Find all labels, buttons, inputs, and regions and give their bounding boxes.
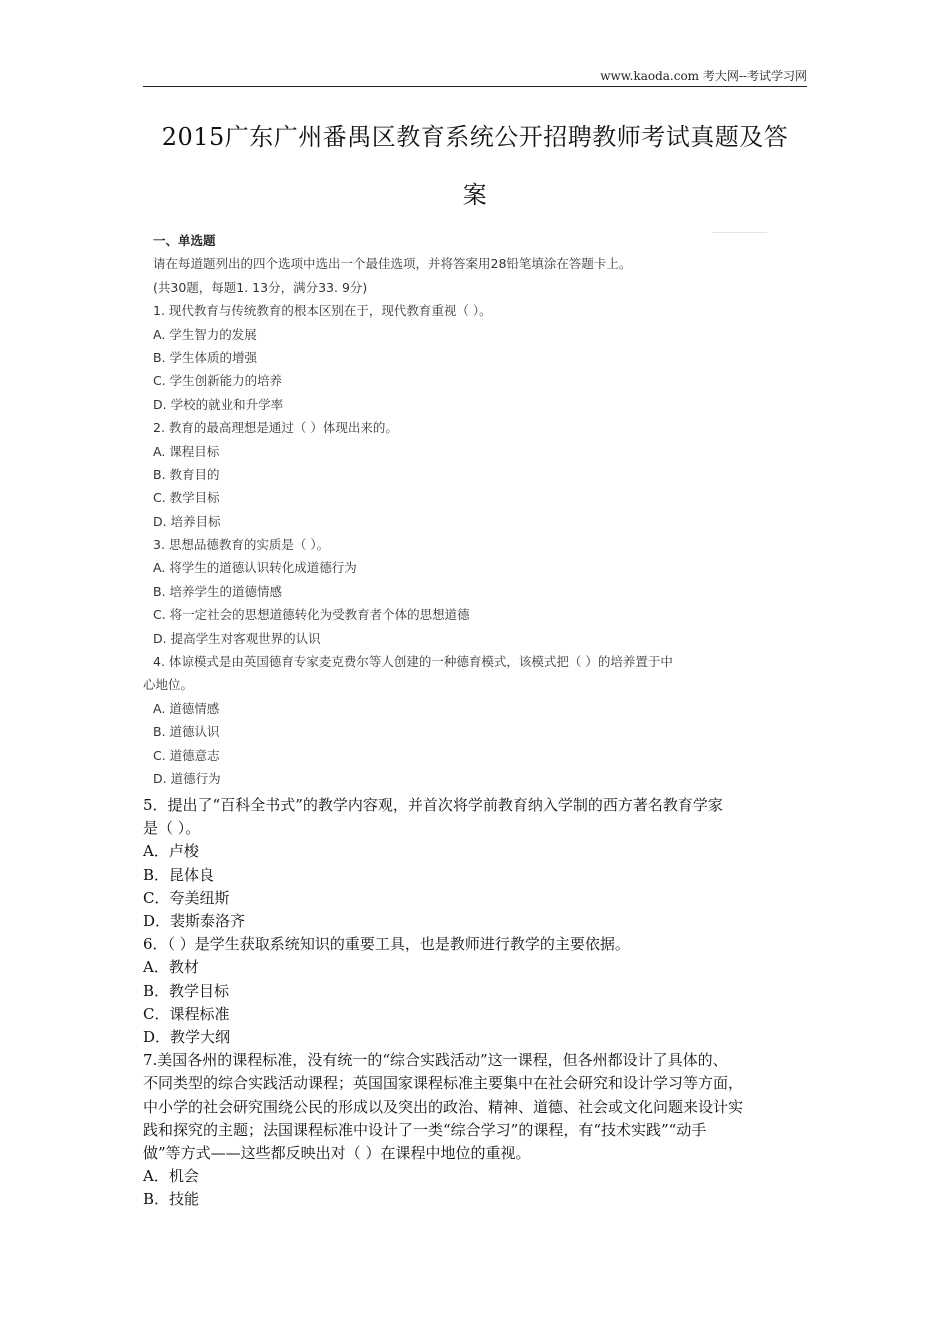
q1-option-a: A. 学生智力的发展 xyxy=(153,326,257,342)
q2-option-d: D. 培养目标 xyxy=(153,513,221,529)
section-heading: 一、单选题 xyxy=(153,233,216,248)
question-5: 5．提出了“百科全书式”的教学内容观，并首次将学前教育纳入学制的西方著名教育学家 xyxy=(143,796,723,814)
q1-option-d: D. 学校的就业和升学率 xyxy=(153,396,284,412)
q4-option-d: D. 道德行为 xyxy=(153,770,221,786)
question-7-line-2: 不同类型的综合实践活动课程；英国国家课程标准主要集中在社会研究和设计学习等方面， xyxy=(143,1074,744,1093)
q5-option-b: B．昆体良 xyxy=(143,865,215,884)
question-7-line-4: 践和探究的主题；法国课程标准中设计了一类“综合学习”的课程，有“技术实践”“动手 xyxy=(143,1120,707,1139)
q3-option-c: C. 将一定社会的思想道德转化为受教育者个体的思想道德 xyxy=(153,607,470,623)
q6-option-d: D．教学大纲 xyxy=(143,1028,231,1047)
header-site-text: www.kaoda.com 考大网--考试学习网 xyxy=(600,69,807,83)
q6-option-c: C．课程标准 xyxy=(143,1004,230,1023)
scanned-question-block xyxy=(143,229,793,790)
q5-option-d: D．裴斯泰洛齐 xyxy=(143,912,246,931)
q6-option-b: B．教学目标 xyxy=(143,981,230,1000)
question-7-line-1: 7.美国各州的课程标准，没有统一的“综合实践活动”这一课程，但各州都设计了具体的、 xyxy=(143,1051,728,1070)
q4-option-a: A. 道德情感 xyxy=(153,700,220,716)
instruction-text: 请在每道题列出的四个选项中选出一个最佳选项，并将答案用28铅笔填涂在答题卡上。 xyxy=(153,256,632,272)
score-note: (共30题，每题1. 13分，满分33. 9分) xyxy=(153,279,368,295)
q7-option-a: A．机会 xyxy=(143,1167,199,1186)
header-divider xyxy=(143,86,807,87)
question-2: 2. 教育的最高理想是通过（ ）体现出来的。 xyxy=(153,420,398,436)
question-3: 3. 思想品德教育的实质是（ ）。 xyxy=(153,537,330,553)
q2-option-c: C. 教学目标 xyxy=(153,490,220,506)
question-7-line-3: 中小学的社会研究围绕公民的形成以及突出的政治、精神、道德、社会或文化问题来设计实 xyxy=(143,1097,744,1116)
question-4: 4. 体谅模式是由英国德育专家麦克费尔等人创建的一种德育模式，该模式把（ ）的培养置于中 xyxy=(153,654,673,670)
q6-option-a: A．教材 xyxy=(143,958,199,977)
page-title-line-2: 案 xyxy=(462,181,488,209)
question-1: 1. 现代教育与传统教育的根本区别在于，现代教育重视（ ）。 xyxy=(153,303,492,319)
question-4-continued: 心地位。 xyxy=(143,677,194,693)
q3-option-a: A. 将学生的道德认识转化成道德行为 xyxy=(153,560,357,576)
question-5-continued: 是（ ）。 xyxy=(143,819,201,838)
q4-option-c: C. 道德意志 xyxy=(153,747,220,763)
q3-option-d: D. 提高学生对客观世界的认识 xyxy=(153,630,321,646)
question-6: 6．（ ）是学生获取系统知识的重要工具，也是教师进行教学的主要依据。 xyxy=(143,935,630,954)
q7-option-b: B．技能 xyxy=(143,1190,200,1209)
q5-option-a: A．卢梭 xyxy=(143,842,199,861)
q1-option-b: B. 学生体质的增强 xyxy=(153,349,258,365)
q2-option-b: B. 教育目的 xyxy=(153,466,220,482)
q1-option-c: C. 学生创新能力的培养 xyxy=(153,373,283,389)
page-title-line-1: 2015广东广州番禺区教育系统公开招聘教师考试真题及答 xyxy=(161,123,789,151)
question-7-line-5: 做”等方式——这些都反映出对（ ）在课程中地位的重视。 xyxy=(143,1144,531,1163)
q5-option-c: C．夸美纽斯 xyxy=(143,888,230,907)
q2-option-a: A. 课程目标 xyxy=(153,443,220,459)
typed-question-block xyxy=(143,794,807,1212)
q4-option-b: B. 道德认识 xyxy=(153,724,220,740)
q3-option-b: B. 培养学生的道德情感 xyxy=(153,583,283,599)
